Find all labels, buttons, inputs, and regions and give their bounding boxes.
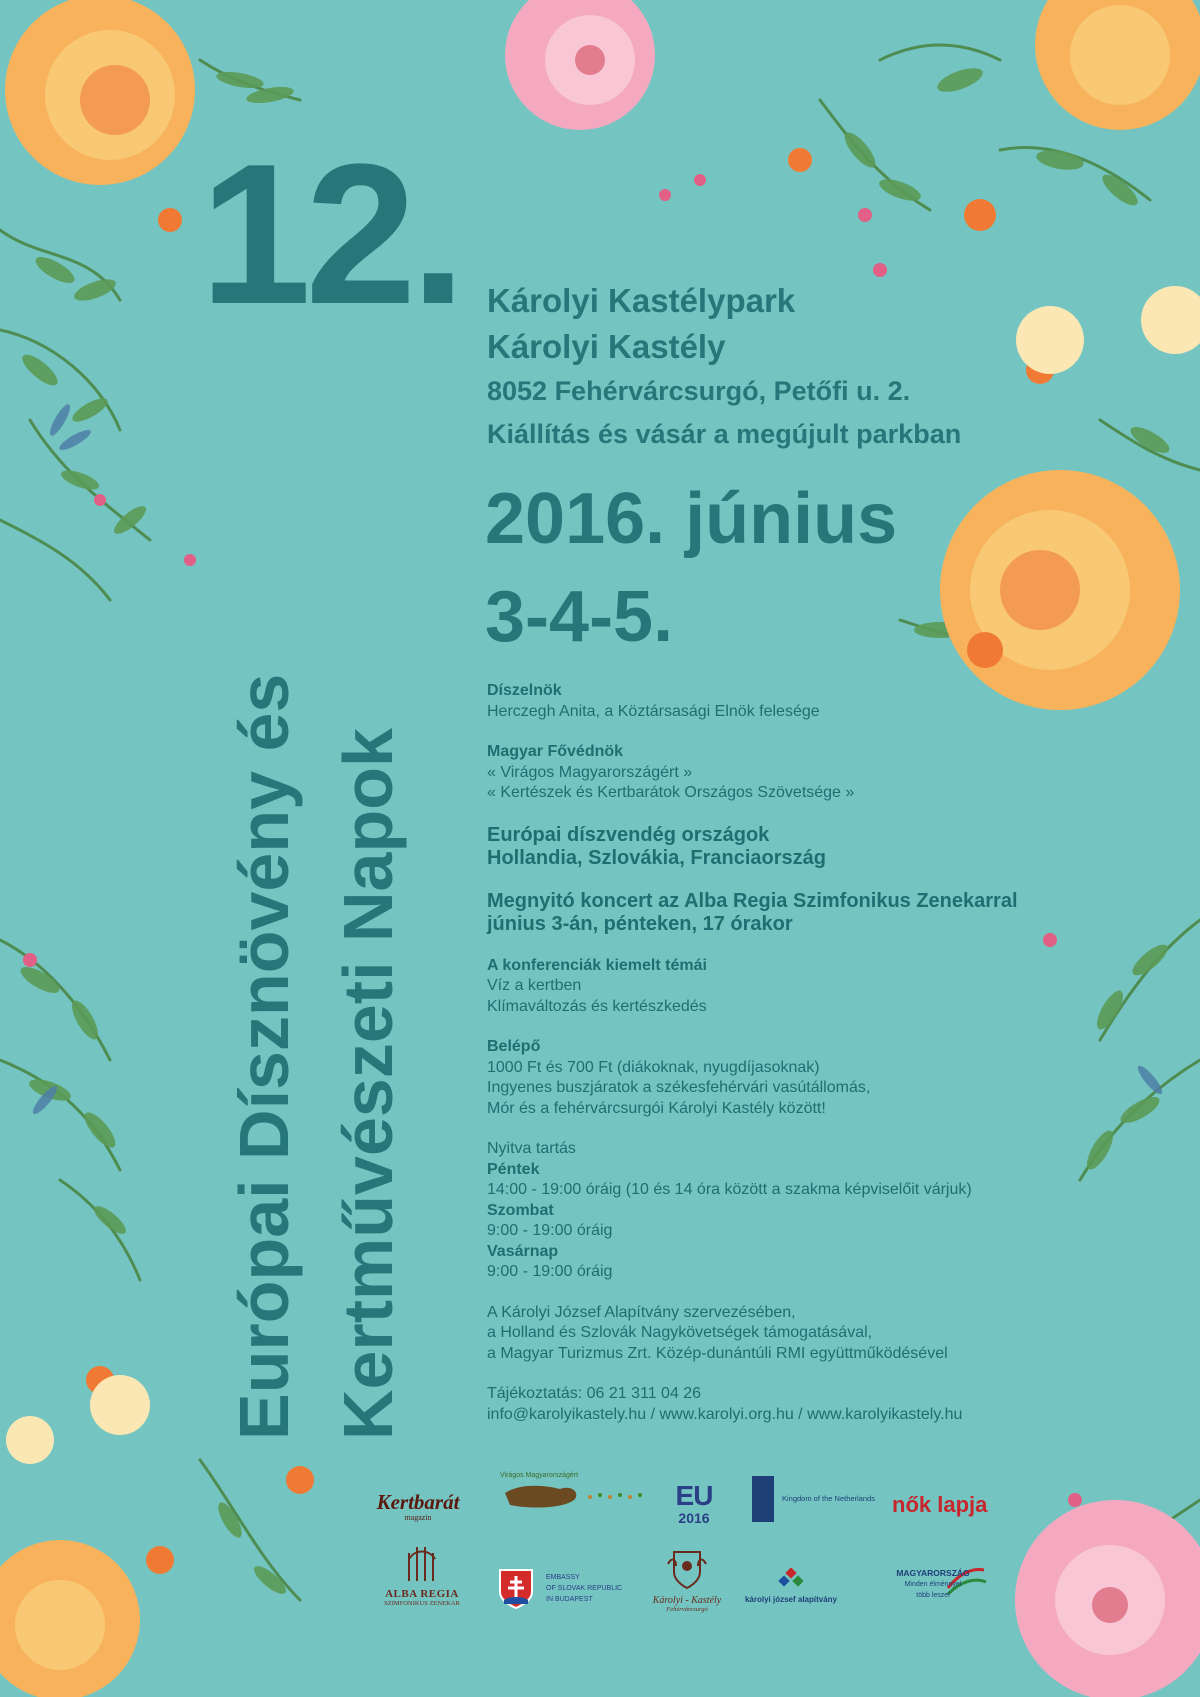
venue-tagline: Kiállítás és vásár a megújult parkban	[487, 419, 962, 449]
kertbarat-logo	[368, 1490, 468, 1522]
eu-2016-logo	[670, 1482, 718, 1526]
section-conference	[487, 956, 1127, 1018]
saturday-label: Szombat	[487, 1201, 554, 1219]
section-line: Ingyenes buszjáratok a székesfehérvári vasútállomás,	[487, 1079, 871, 1096]
section-heading: Belépő	[487, 1038, 541, 1055]
sunday-label: Vasárnap	[487, 1242, 559, 1260]
event-dates	[485, 470, 897, 666]
section-heading: Megnyitó koncert az Alba Regia Szimfonikus Zenekarral	[487, 889, 1018, 912]
slovak-text-1: EMBASSY	[546, 1574, 580, 1581]
netherlands-crest-icon	[752, 1476, 774, 1522]
section-heading: Nyitva tartás	[487, 1140, 576, 1157]
karolyi-crest-icon	[666, 1546, 708, 1590]
section-line: a Magyar Turizmus Zrt. Közép-dunántúli RMI együttműködésével	[487, 1344, 948, 1362]
section-entry	[487, 1037, 1127, 1119]
info-column	[487, 681, 1127, 1445]
mo-slogan-1: Minden élménnyel	[904, 1581, 962, 1588]
noklapja-logo: nők lapja	[892, 1492, 988, 1517]
friday-hours: 14:00 - 19:00 óráig (10 és 14 óra között a szakma képviselőit várjuk)	[487, 1181, 972, 1198]
mo-slogan-2: több leszel	[916, 1592, 950, 1599]
section-heading: A konferenciák kiemelt témái	[487, 956, 707, 974]
alapitvany-name: károlyi józsef alapítvány	[744, 1595, 838, 1604]
slovak-embassy-logo	[498, 1566, 638, 1614]
event-days: 3-4-5.	[485, 577, 674, 657]
alba-regia-sub: SZIMFONIKUS ZENEKAR	[384, 1600, 460, 1607]
netherlands-logo	[752, 1476, 875, 1522]
contact-web: info@karolyikastely.hu / www.karolyi.org.hu / www.karolyikastely.hu	[487, 1405, 963, 1423]
section-contact	[487, 1384, 1127, 1425]
netherlands-text: Kingdom of the Netherlands	[782, 1494, 875, 1503]
sunday-hours: 9:00 - 19:00 óráig	[487, 1263, 613, 1280]
section-line: Hollandia, Szlovákia, Franciaország	[487, 846, 827, 869]
section-line: « Kertészek és Kertbarátok Országos Szövetsége »	[487, 784, 855, 801]
alba-regia-logo	[372, 1543, 472, 1607]
kertbarat-sub: magazin	[404, 1513, 432, 1522]
section-hours	[487, 1139, 1127, 1283]
section-heading: Magyar Fővédnök	[487, 743, 624, 760]
venue-address: 8052 Fehérvárcsurgó, Petőfi u. 2.	[487, 376, 911, 406]
event-title-vertical	[212, 674, 420, 1440]
viragos-text: Virágos Magyarországért	[500, 1472, 579, 1479]
alba-regia-name: ALBA REGIA	[385, 1588, 459, 1600]
event-title-line-1: Európai Dísznövény és	[225, 673, 303, 1440]
alapitvany-diamond-icon	[776, 1568, 806, 1590]
hungary-map-icon	[500, 1479, 650, 1513]
saturday-hours: 9:00 - 19:00 óráig	[487, 1222, 613, 1239]
section-guests	[487, 824, 1127, 870]
section-patron	[487, 742, 1127, 804]
alba-regia-emblem-icon	[405, 1543, 439, 1583]
section-line: június 3-án, pénteken, 17 órakor	[487, 912, 793, 935]
slovak-text-2: OF SLOVAK REPUBLIC	[546, 1585, 623, 1592]
section-line: a Holland és Szlovák Nagykövetségek támogatásával,	[487, 1324, 873, 1341]
venue-block	[487, 278, 961, 456]
section-president	[487, 681, 1127, 722]
event-title-line-2: Kertművészeti Napok	[329, 728, 407, 1440]
slovak-text-3: IN BUDAPEST	[546, 1596, 593, 1603]
event-month: 2016. június	[485, 479, 898, 559]
section-heading: Díszelnök	[487, 682, 562, 699]
karolyi-kastely-logo	[642, 1546, 732, 1613]
section-line: « Virágos Magyarországért »	[487, 763, 693, 781]
eu-year: 2016	[678, 1510, 710, 1526]
venue-castle: Károlyi Kastély	[487, 328, 726, 365]
kertbarat-wordmark: Kertbarát	[376, 1490, 460, 1514]
venue-park: Károlyi Kastélypark	[487, 282, 796, 319]
friday-label: Péntek	[487, 1160, 540, 1178]
slovak-coat-of-arms-icon	[498, 1568, 534, 1610]
section-line: A Károlyi József Alapítvány szervezésében,	[487, 1303, 796, 1321]
magyarorszag-logo	[878, 1560, 988, 1610]
edition-number: 12.	[200, 123, 461, 346]
section-line: Mór és a fehérvárcsurgói Károlyi Kastély között!	[487, 1099, 826, 1117]
section-heading: Európai díszvendég országok	[487, 823, 770, 846]
eu-mark: EU	[675, 1480, 713, 1511]
section-line: 1000 Ft és 700 Ft (diákoknak, nyugdíjasoknak)	[487, 1058, 820, 1076]
karolyi-kastely-sub: Fehérvárcsurgó	[666, 1606, 708, 1613]
karolyi-kastely-name: Károlyi - Kastély	[652, 1595, 722, 1606]
section-line: Víz a kertben	[487, 977, 582, 994]
section-organizers	[487, 1303, 1127, 1365]
section-line: Herczegh Anita, a Köztársasági Elnök felesége	[487, 702, 820, 720]
karolyi-alapitvany-logo	[744, 1568, 838, 1604]
section-line: Klímaváltozás és kertészkedés	[487, 997, 707, 1015]
section-concert	[487, 890, 1127, 936]
mo-title: MAGYARORSZÁG	[896, 1568, 970, 1578]
contact-phone: Tájékoztatás: 06 21 311 04 26	[487, 1385, 702, 1402]
viragos-logo	[500, 1472, 650, 1522]
